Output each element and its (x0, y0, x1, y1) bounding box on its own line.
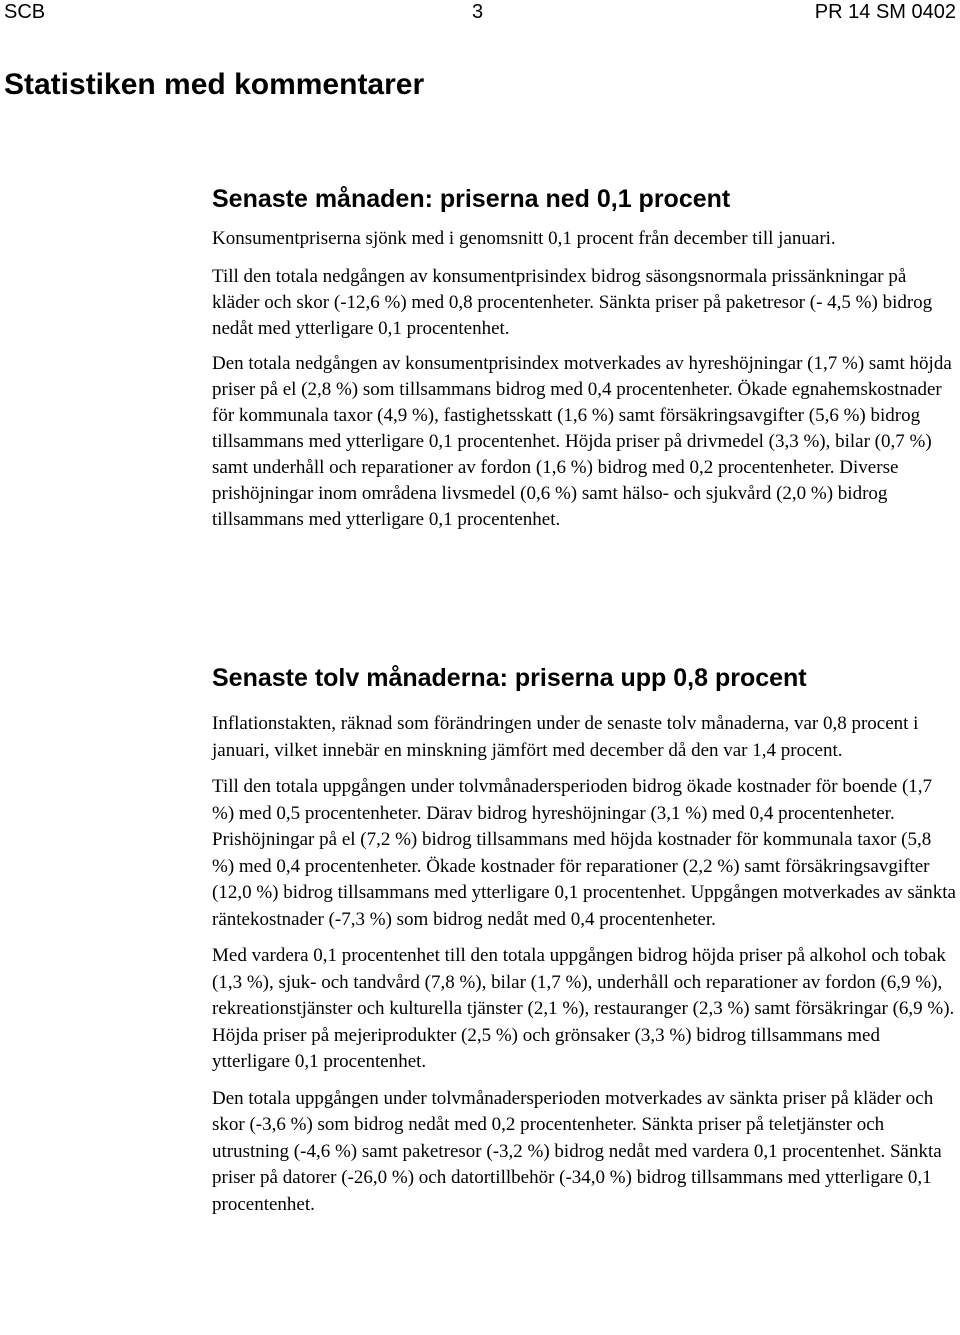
section-twelve-months (212, 659, 956, 1218)
report-code: PR 14 SM 0402 (814, 1, 956, 23)
paragraph: Konsumentpriserna sjönk med i genomsnitt 0,1 procent från december till januari. (212, 228, 836, 249)
paragraph: Den totala uppgången under tolvmånadersperioden motverkades av sänkta priser på kläder och skor (-3,6 %) som bidrog nedåt med 0,2 procentenheter. Sänkta priser på teletjänster och utrustning (-4,6 %) samt paketresor (-3,2 %) bidrog nedåt med vardera 0,1 procentenhet. Sänkta priser på datorer (-26,0 %) och datortillbehör (-34,0 %) bidrog tillsammans med ytterligare 0,1 procentenhet. (212, 1087, 942, 1215)
paragraph: Inflationstakten, räknad som förändringen under de senaste tolv månaderna, var 0,8 procent i januari, vilket innebär en minskning jämfört med december då den var 1,4 procent. (212, 713, 919, 761)
paragraph: Till den totala uppgången under tolvmånadersperioden bidrog ökade kostnader för boende (1,7 %) med 0,5 procentenheter. Därav bidrog hyreshöjningar (3,1 %) med 0,4 procentenheter. Prishöjningar på el (7,2 %) bidrog tillsammans med höjda kostnader för kommunala taxor (5,8 %) med 0,4 procentenheter. Ökade kostnader för reparationer (2,2 %) samt försäkringsavgifter (12,0 %) bidrog tillsammans med ytterligare 0,1 procentenhet. Uppgången motverkades av sänkta räntekostnader (-7,3 %) som bidrog nedåt med 0,4 procentenheter. (212, 776, 956, 930)
section-heading: Senaste tolv månaderna: priserna upp 0,8 procent (212, 664, 807, 692)
paragraph: Till den totala nedgången av konsumentprisindex bidrog säsongsnormala prissänkningar på kläder och skor (-12,6 %) med 0,8 procentenheter. Sänkta priser på paketresor (- 4,5 %) bidrog nedåt med ytterligare 0,1 procentenhet. (212, 266, 933, 339)
header-org: SCB (4, 1, 46, 23)
page-title: Statistiken med kommentarer (4, 68, 425, 101)
section-latest-month (212, 183, 956, 533)
section-heading: Senaste månaden: priserna ned 0,1 procent (212, 185, 731, 213)
page-number: 3 (472, 1, 484, 23)
paragraph: Med vardera 0,1 procentenhet till den totala uppgången bidrog höjda priser på alkohol och tobak (1,3 %), sjuk- och tandvård (7,8 %), bilar (1,7 %), underhåll och reparationer av fordon (6,9 %), rekreationstjänster och kulturella tjänster (2,1 %), restauranger (2,3 %) samt försäkringar (6,9 %). Höjda priser på mejeriprodukter (2,5 %) och grönsaker (3,3 %) bidrog tillsammans med ytterligare 0,1 procentenhet. (212, 945, 955, 1072)
paragraph: Den totala nedgången av konsumentprisindex motverkades av hyreshöjningar (1,7 %) samt höjda priser på el (2,8 %) som tillsammans bidrog med 0,4 procentenheter. Ökade egnahemskostnader för kommunala taxor (4,9 %), fastighetsskatt (1,6 %) samt försäkringsavgifter (5,6 %) bidrog tillsammans med ytterligare 0,1 procentenhet. Höjda priser på drivmedel (3,3 %), bilar (0,7 %) samt underhåll och reparationer av fordon (1,6 %) bidrog med 0,2 procentenheter. Diverse prishöjningar inom områdena livsmedel (0,6 %) samt hälso- och sjukvård (2,0 %) bidrog tillsammans med ytterligare 0,1 procentenhet. (212, 353, 952, 530)
